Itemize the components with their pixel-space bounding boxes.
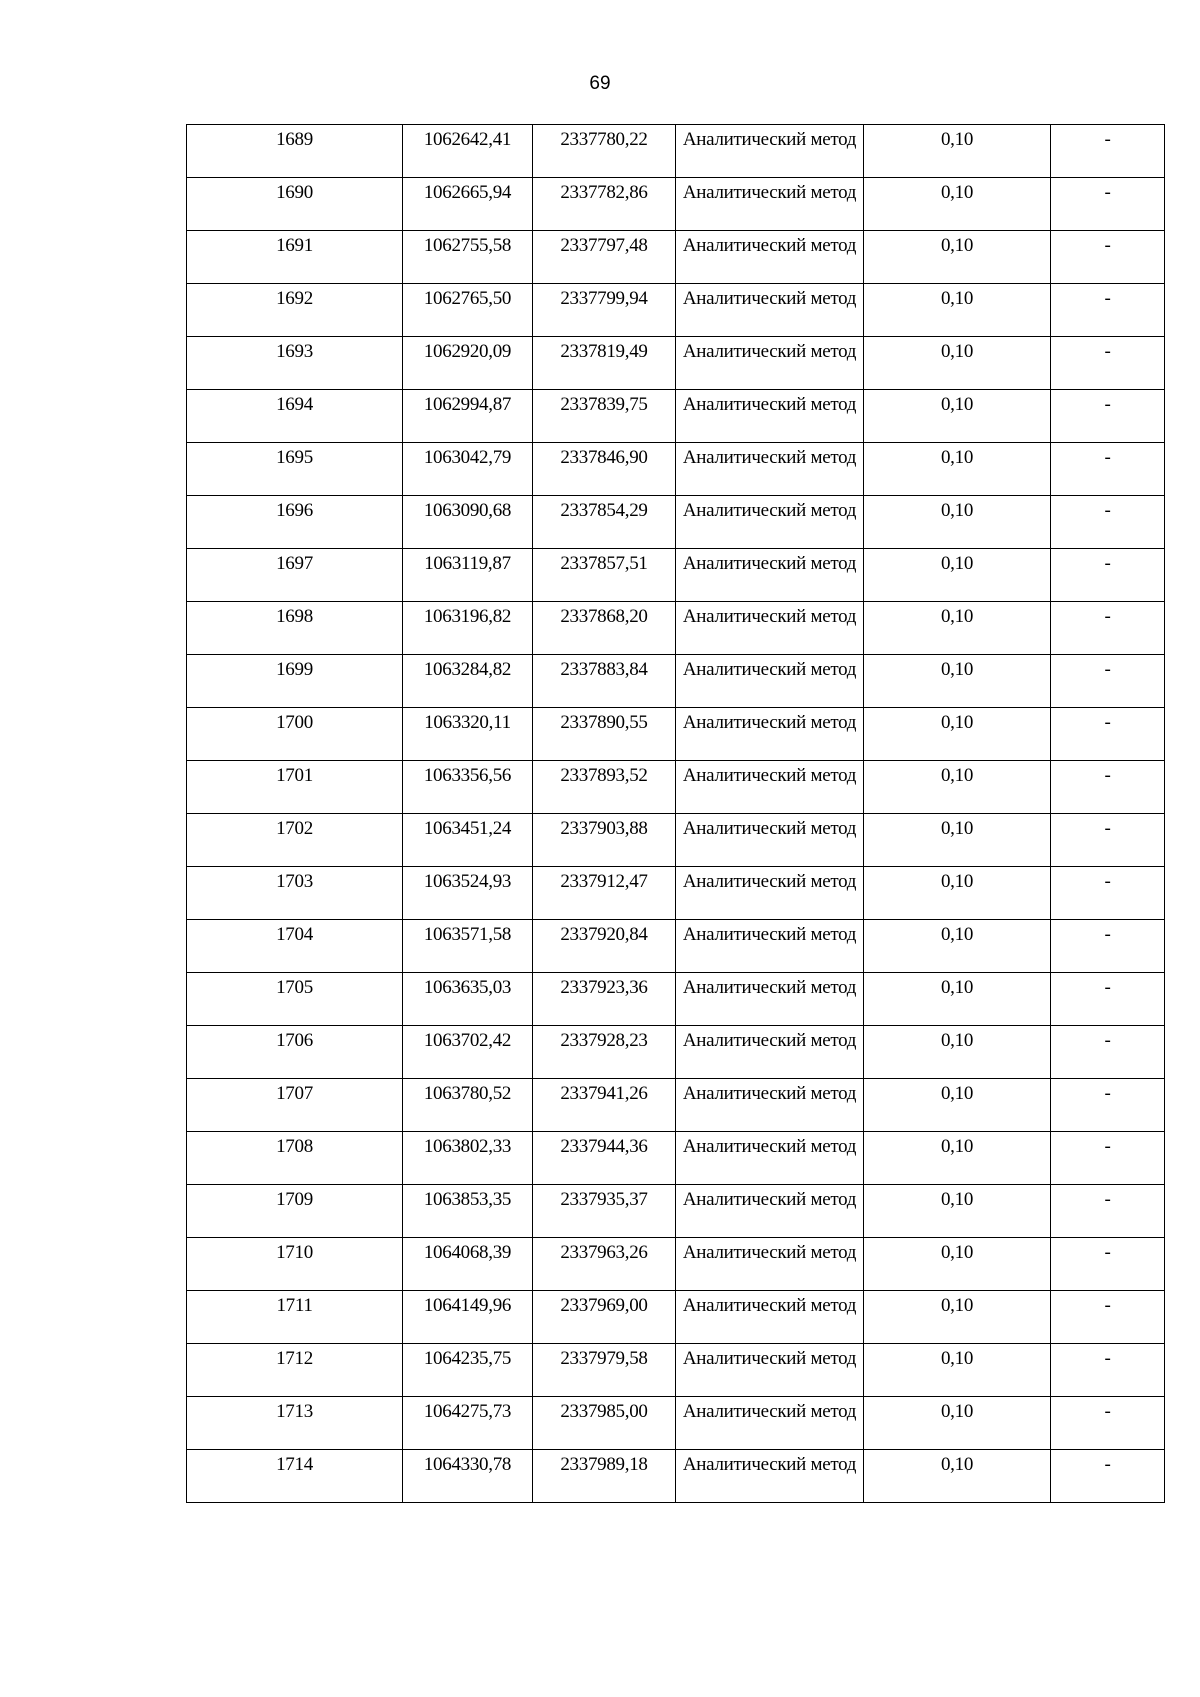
point-number-cell: 1704 xyxy=(187,920,403,973)
x-coordinate-cell: 1063524,93 xyxy=(403,867,533,920)
accuracy-cell: 0,10 xyxy=(864,1450,1051,1503)
note-cell: - xyxy=(1051,1079,1165,1132)
x-coordinate-cell: 1064330,78 xyxy=(403,1450,533,1503)
note-cell: - xyxy=(1051,284,1165,337)
accuracy-cell: 0,10 xyxy=(864,231,1051,284)
y-coordinate-cell: 2337819,49 xyxy=(533,337,676,390)
method-cell: Аналитический метод xyxy=(676,1026,864,1079)
note-cell: - xyxy=(1051,1185,1165,1238)
y-coordinate-cell: 2337797,48 xyxy=(533,231,676,284)
table-row xyxy=(187,761,1165,814)
method-cell: Аналитический метод xyxy=(676,1185,864,1238)
accuracy-cell: 0,10 xyxy=(864,1344,1051,1397)
accuracy-cell: 0,10 xyxy=(864,1079,1051,1132)
method-cell: Аналитический метод xyxy=(676,125,864,178)
note-cell: - xyxy=(1051,920,1165,973)
point-number-cell: 1700 xyxy=(187,708,403,761)
x-coordinate-cell: 1063320,11 xyxy=(403,708,533,761)
x-coordinate-cell: 1063119,87 xyxy=(403,549,533,602)
page-number: 69 xyxy=(589,73,611,94)
x-coordinate-cell: 1062755,58 xyxy=(403,231,533,284)
y-coordinate-cell: 2337903,88 xyxy=(533,814,676,867)
point-number-cell: 1710 xyxy=(187,1238,403,1291)
note-cell: - xyxy=(1051,549,1165,602)
x-coordinate-cell: 1063802,33 xyxy=(403,1132,533,1185)
table-row xyxy=(187,814,1165,867)
table-row xyxy=(187,655,1165,708)
point-number-cell: 1705 xyxy=(187,973,403,1026)
table-row xyxy=(187,1397,1165,1450)
table-row xyxy=(187,231,1165,284)
x-coordinate-cell: 1063571,58 xyxy=(403,920,533,973)
point-number-cell: 1712 xyxy=(187,1344,403,1397)
x-coordinate-cell: 1063042,79 xyxy=(403,443,533,496)
note-cell: - xyxy=(1051,1344,1165,1397)
point-number-cell: 1698 xyxy=(187,602,403,655)
point-number-cell: 1697 xyxy=(187,549,403,602)
point-number-cell: 1701 xyxy=(187,761,403,814)
method-cell: Аналитический метод xyxy=(676,496,864,549)
method-cell: Аналитический метод xyxy=(676,549,864,602)
note-cell: - xyxy=(1051,1450,1165,1503)
point-number-cell: 1696 xyxy=(187,496,403,549)
method-cell: Аналитический метод xyxy=(676,655,864,708)
note-cell: - xyxy=(1051,867,1165,920)
accuracy-cell: 0,10 xyxy=(864,125,1051,178)
point-number-cell: 1695 xyxy=(187,443,403,496)
y-coordinate-cell: 2337969,00 xyxy=(533,1291,676,1344)
y-coordinate-cell: 2337979,58 xyxy=(533,1344,676,1397)
x-coordinate-cell: 1063635,03 xyxy=(403,973,533,1026)
note-cell: - xyxy=(1051,761,1165,814)
method-cell: Аналитический метод xyxy=(676,1079,864,1132)
table-row xyxy=(187,284,1165,337)
x-coordinate-cell: 1063196,82 xyxy=(403,602,533,655)
accuracy-cell: 0,10 xyxy=(864,1291,1051,1344)
accuracy-cell: 0,10 xyxy=(864,708,1051,761)
x-coordinate-cell: 1063451,24 xyxy=(403,814,533,867)
x-coordinate-cell: 1064068,39 xyxy=(403,1238,533,1291)
y-coordinate-cell: 2337923,36 xyxy=(533,973,676,1026)
method-cell: Аналитический метод xyxy=(676,1238,864,1291)
method-cell: Аналитический метод xyxy=(676,708,864,761)
y-coordinate-cell: 2337890,55 xyxy=(533,708,676,761)
y-coordinate-cell: 2337941,26 xyxy=(533,1079,676,1132)
y-coordinate-cell: 2337780,22 xyxy=(533,125,676,178)
point-number-cell: 1699 xyxy=(187,655,403,708)
x-coordinate-cell: 1062994,87 xyxy=(403,390,533,443)
note-cell: - xyxy=(1051,602,1165,655)
method-cell: Аналитический метод xyxy=(676,337,864,390)
point-number-cell: 1713 xyxy=(187,1397,403,1450)
table-row xyxy=(187,1450,1165,1503)
point-number-cell: 1702 xyxy=(187,814,403,867)
method-cell: Аналитический метод xyxy=(676,1291,864,1344)
table-row xyxy=(187,1291,1165,1344)
accuracy-cell: 0,10 xyxy=(864,761,1051,814)
y-coordinate-cell: 2337944,36 xyxy=(533,1132,676,1185)
method-cell: Аналитический метод xyxy=(676,1397,864,1450)
point-number-cell: 1708 xyxy=(187,1132,403,1185)
method-cell: Аналитический метод xyxy=(676,1450,864,1503)
note-cell: - xyxy=(1051,1291,1165,1344)
method-cell: Аналитический метод xyxy=(676,814,864,867)
point-number-cell: 1714 xyxy=(187,1450,403,1503)
accuracy-cell: 0,10 xyxy=(864,867,1051,920)
accuracy-cell: 0,10 xyxy=(864,1238,1051,1291)
table-row xyxy=(187,602,1165,655)
y-coordinate-cell: 2337883,84 xyxy=(533,655,676,708)
point-number-cell: 1709 xyxy=(187,1185,403,1238)
y-coordinate-cell: 2337893,52 xyxy=(533,761,676,814)
accuracy-cell: 0,10 xyxy=(864,390,1051,443)
method-cell: Аналитический метод xyxy=(676,867,864,920)
note-cell: - xyxy=(1051,814,1165,867)
table-row xyxy=(187,973,1165,1026)
method-cell: Аналитический метод xyxy=(676,390,864,443)
x-coordinate-cell: 1063284,82 xyxy=(403,655,533,708)
method-cell: Аналитический метод xyxy=(676,284,864,337)
table-row xyxy=(187,708,1165,761)
x-coordinate-cell: 1063853,35 xyxy=(403,1185,533,1238)
note-cell: - xyxy=(1051,337,1165,390)
method-cell: Аналитический метод xyxy=(676,1132,864,1185)
method-cell: Аналитический метод xyxy=(676,443,864,496)
x-coordinate-cell: 1064149,96 xyxy=(403,1291,533,1344)
accuracy-cell: 0,10 xyxy=(864,814,1051,867)
table-row xyxy=(187,443,1165,496)
note-cell: - xyxy=(1051,1132,1165,1185)
accuracy-cell: 0,10 xyxy=(864,496,1051,549)
accuracy-cell: 0,10 xyxy=(864,920,1051,973)
y-coordinate-cell: 2337920,84 xyxy=(533,920,676,973)
y-coordinate-cell: 2337963,26 xyxy=(533,1238,676,1291)
accuracy-cell: 0,10 xyxy=(864,602,1051,655)
x-coordinate-cell: 1063356,56 xyxy=(403,761,533,814)
x-coordinate-cell: 1063702,42 xyxy=(403,1026,533,1079)
point-number-cell: 1692 xyxy=(187,284,403,337)
accuracy-cell: 0,10 xyxy=(864,1132,1051,1185)
accuracy-cell: 0,10 xyxy=(864,1026,1051,1079)
method-cell: Аналитический метод xyxy=(676,602,864,655)
x-coordinate-cell: 1062765,50 xyxy=(403,284,533,337)
note-cell: - xyxy=(1051,973,1165,1026)
x-coordinate-cell: 1063780,52 xyxy=(403,1079,533,1132)
accuracy-cell: 0,10 xyxy=(864,1185,1051,1238)
table-row xyxy=(187,1132,1165,1185)
method-cell: Аналитический метод xyxy=(676,231,864,284)
point-number-cell: 1703 xyxy=(187,867,403,920)
y-coordinate-cell: 2337935,37 xyxy=(533,1185,676,1238)
y-coordinate-cell: 2337846,90 xyxy=(533,443,676,496)
note-cell: - xyxy=(1051,496,1165,549)
table-row xyxy=(187,549,1165,602)
point-number-cell: 1711 xyxy=(187,1291,403,1344)
y-coordinate-cell: 2337782,86 xyxy=(533,178,676,231)
coordinates-table-body xyxy=(187,125,1165,1503)
note-cell: - xyxy=(1051,443,1165,496)
note-cell: - xyxy=(1051,178,1165,231)
table-row xyxy=(187,1344,1165,1397)
y-coordinate-cell: 2337985,00 xyxy=(533,1397,676,1450)
accuracy-cell: 0,10 xyxy=(864,284,1051,337)
point-number-cell: 1707 xyxy=(187,1079,403,1132)
accuracy-cell: 0,10 xyxy=(864,655,1051,708)
point-number-cell: 1693 xyxy=(187,337,403,390)
y-coordinate-cell: 2337989,18 xyxy=(533,1450,676,1503)
accuracy-cell: 0,10 xyxy=(864,549,1051,602)
y-coordinate-cell: 2337839,75 xyxy=(533,390,676,443)
coordinates-table xyxy=(186,124,1165,1503)
accuracy-cell: 0,10 xyxy=(864,337,1051,390)
table-row xyxy=(187,867,1165,920)
y-coordinate-cell: 2337799,94 xyxy=(533,284,676,337)
accuracy-cell: 0,10 xyxy=(864,1397,1051,1450)
y-coordinate-cell: 2337857,51 xyxy=(533,549,676,602)
note-cell: - xyxy=(1051,655,1165,708)
x-coordinate-cell: 1063090,68 xyxy=(403,496,533,549)
method-cell: Аналитический метод xyxy=(676,178,864,231)
x-coordinate-cell: 1062920,09 xyxy=(403,337,533,390)
table-row xyxy=(187,390,1165,443)
accuracy-cell: 0,10 xyxy=(864,178,1051,231)
table-row xyxy=(187,496,1165,549)
y-coordinate-cell: 2337854,29 xyxy=(533,496,676,549)
x-coordinate-cell: 1062642,41 xyxy=(403,125,533,178)
note-cell: - xyxy=(1051,125,1165,178)
method-cell: Аналитический метод xyxy=(676,920,864,973)
note-cell: - xyxy=(1051,1026,1165,1079)
table-row xyxy=(187,920,1165,973)
x-coordinate-cell: 1062665,94 xyxy=(403,178,533,231)
table-row xyxy=(187,1026,1165,1079)
y-coordinate-cell: 2337912,47 xyxy=(533,867,676,920)
table-row xyxy=(187,125,1165,178)
point-number-cell: 1706 xyxy=(187,1026,403,1079)
table-row xyxy=(187,337,1165,390)
table-row xyxy=(187,1079,1165,1132)
accuracy-cell: 0,10 xyxy=(864,443,1051,496)
method-cell: Аналитический метод xyxy=(676,1344,864,1397)
point-number-cell: 1690 xyxy=(187,178,403,231)
x-coordinate-cell: 1064275,73 xyxy=(403,1397,533,1450)
point-number-cell: 1694 xyxy=(187,390,403,443)
point-number-cell: 1691 xyxy=(187,231,403,284)
note-cell: - xyxy=(1051,1397,1165,1450)
accuracy-cell: 0,10 xyxy=(864,973,1051,1026)
method-cell: Аналитический метод xyxy=(676,973,864,1026)
note-cell: - xyxy=(1051,708,1165,761)
y-coordinate-cell: 2337928,23 xyxy=(533,1026,676,1079)
table-row xyxy=(187,1185,1165,1238)
x-coordinate-cell: 1064235,75 xyxy=(403,1344,533,1397)
note-cell: - xyxy=(1051,231,1165,284)
table-row xyxy=(187,1238,1165,1291)
method-cell: Аналитический метод xyxy=(676,761,864,814)
note-cell: - xyxy=(1051,1238,1165,1291)
table-row xyxy=(187,178,1165,231)
point-number-cell: 1689 xyxy=(187,125,403,178)
y-coordinate-cell: 2337868,20 xyxy=(533,602,676,655)
note-cell: - xyxy=(1051,390,1165,443)
